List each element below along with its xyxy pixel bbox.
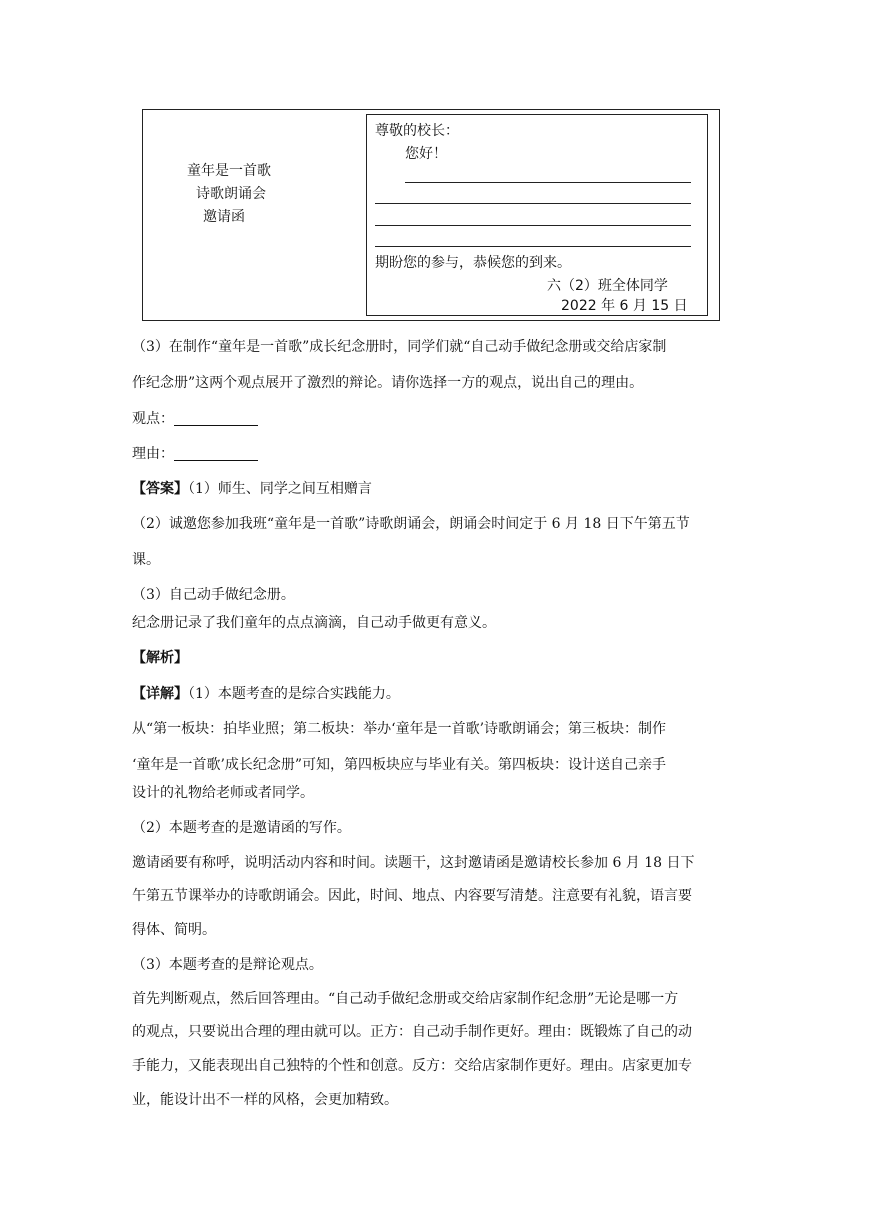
question-3-line: 作纪念册”这两个观点展开了激烈的辩论。请你选择一方的观点，说出自己的理由。 [132,375,644,391]
cover-label: 邀请函 [203,209,245,225]
answer-3-reason: 纪念册记录了我们童年的点点滴滴，自己动手做更有意义。 [132,615,496,631]
detail-1-line: ‘童年是一首歌’成长纪念册”可知，第四板块应与毕业有关。第四板块：设计送自己亲手 [132,757,667,773]
detail-2-line: 得体、简明。 [132,922,216,938]
reason-label: 理由： [132,446,174,462]
detail-1: （1）本题考查的是综合实践能力。 [188,686,400,702]
answer-1: （1）师生、同学之间互相赠言 [188,481,372,497]
letter-salutation: 尊敬的校长： [375,123,459,139]
analysis-heading: 【解析】 [132,650,188,666]
viewpoint-label: 观点： [132,411,174,427]
detail-2-line: 午第五节课举办的诗歌朗诵会。因此，时间、地点、内容要写清楚。注意要有礼貌，语言要 [132,888,692,904]
answer-3: （3）自己动手做纪念册。 [132,587,295,603]
letter-blank-line [375,225,691,226]
invitation-letter [366,114,708,316]
answer-heading: 【答案】 [132,481,188,497]
answer-row-1 [132,479,372,499]
letter-signature: 六（2）班全体同学 [547,278,668,294]
detail-3-line: 业，能设计出不一样的风格，会更加精致。 [132,1092,398,1108]
answer-2-line: 课。 [132,552,160,568]
viewpoint-blank [174,411,258,426]
answer-2-line: （2）诚邀您参加我班“童年是一首歌”诗歌朗诵会，朗诵会时间定于 6 月 18 日下午第五节 [132,516,690,532]
detail-2: （2）本题考查的是邀请函的写作。 [132,820,351,836]
cover-title: 童年是一首歌 [187,163,271,179]
detail-3-line: 手能力，又能表现出自己独特的个性和创意。反方：交给店家制作更好。理由。店家更加专 [132,1058,692,1074]
letter-blank-line [405,182,691,183]
invitation-card-figure [142,109,720,321]
detail-3: （3）本题考查的是辩论观点。 [132,957,323,973]
viewpoint-row [132,409,258,429]
letter-blank-line [375,246,691,247]
reason-row [132,444,258,464]
letter-closing: 期盼您的参与，恭候您的到来。 [375,255,571,271]
reason-blank [174,446,258,461]
cover-subtitle: 诗歌朗诵会 [196,186,266,202]
detail-2-line: 邀请函要有称呼，说明活动内容和时间。读题干，这封邀请函是邀请校长参加 6 月 18 日下 [132,855,695,871]
detail-3-line: 首先判断观点，然后回答理由。“自己动手做纪念册或交给店家制作纪念册”无论是哪一方 [132,991,679,1007]
detail-heading: 【详解】 [132,686,188,702]
invitation-cover [143,110,367,320]
question-3-line: （3）在制作“童年是一首歌”成长纪念册时，同学们就“自己动手做纪念册或交给店家制 [132,339,667,355]
detail-row-1 [132,684,400,704]
letter-date: 2022 年 6 月 15 日 [561,298,688,314]
detail-1-line: 从“第一板块：拍毕业照；第二板块：举办‘童年是一首歌’诗歌朗诵会；第三板块：制作 [132,721,667,737]
letter-blank-line [375,203,691,204]
detail-3-line: 的观点，只要说出合理的理由就可以。正方：自己动手制作更好。理由：既锻炼了自己的动 [132,1024,692,1040]
letter-greeting: 您好！ [405,146,447,162]
detail-1-line: 设计的礼物给老师或者同学。 [132,785,314,801]
